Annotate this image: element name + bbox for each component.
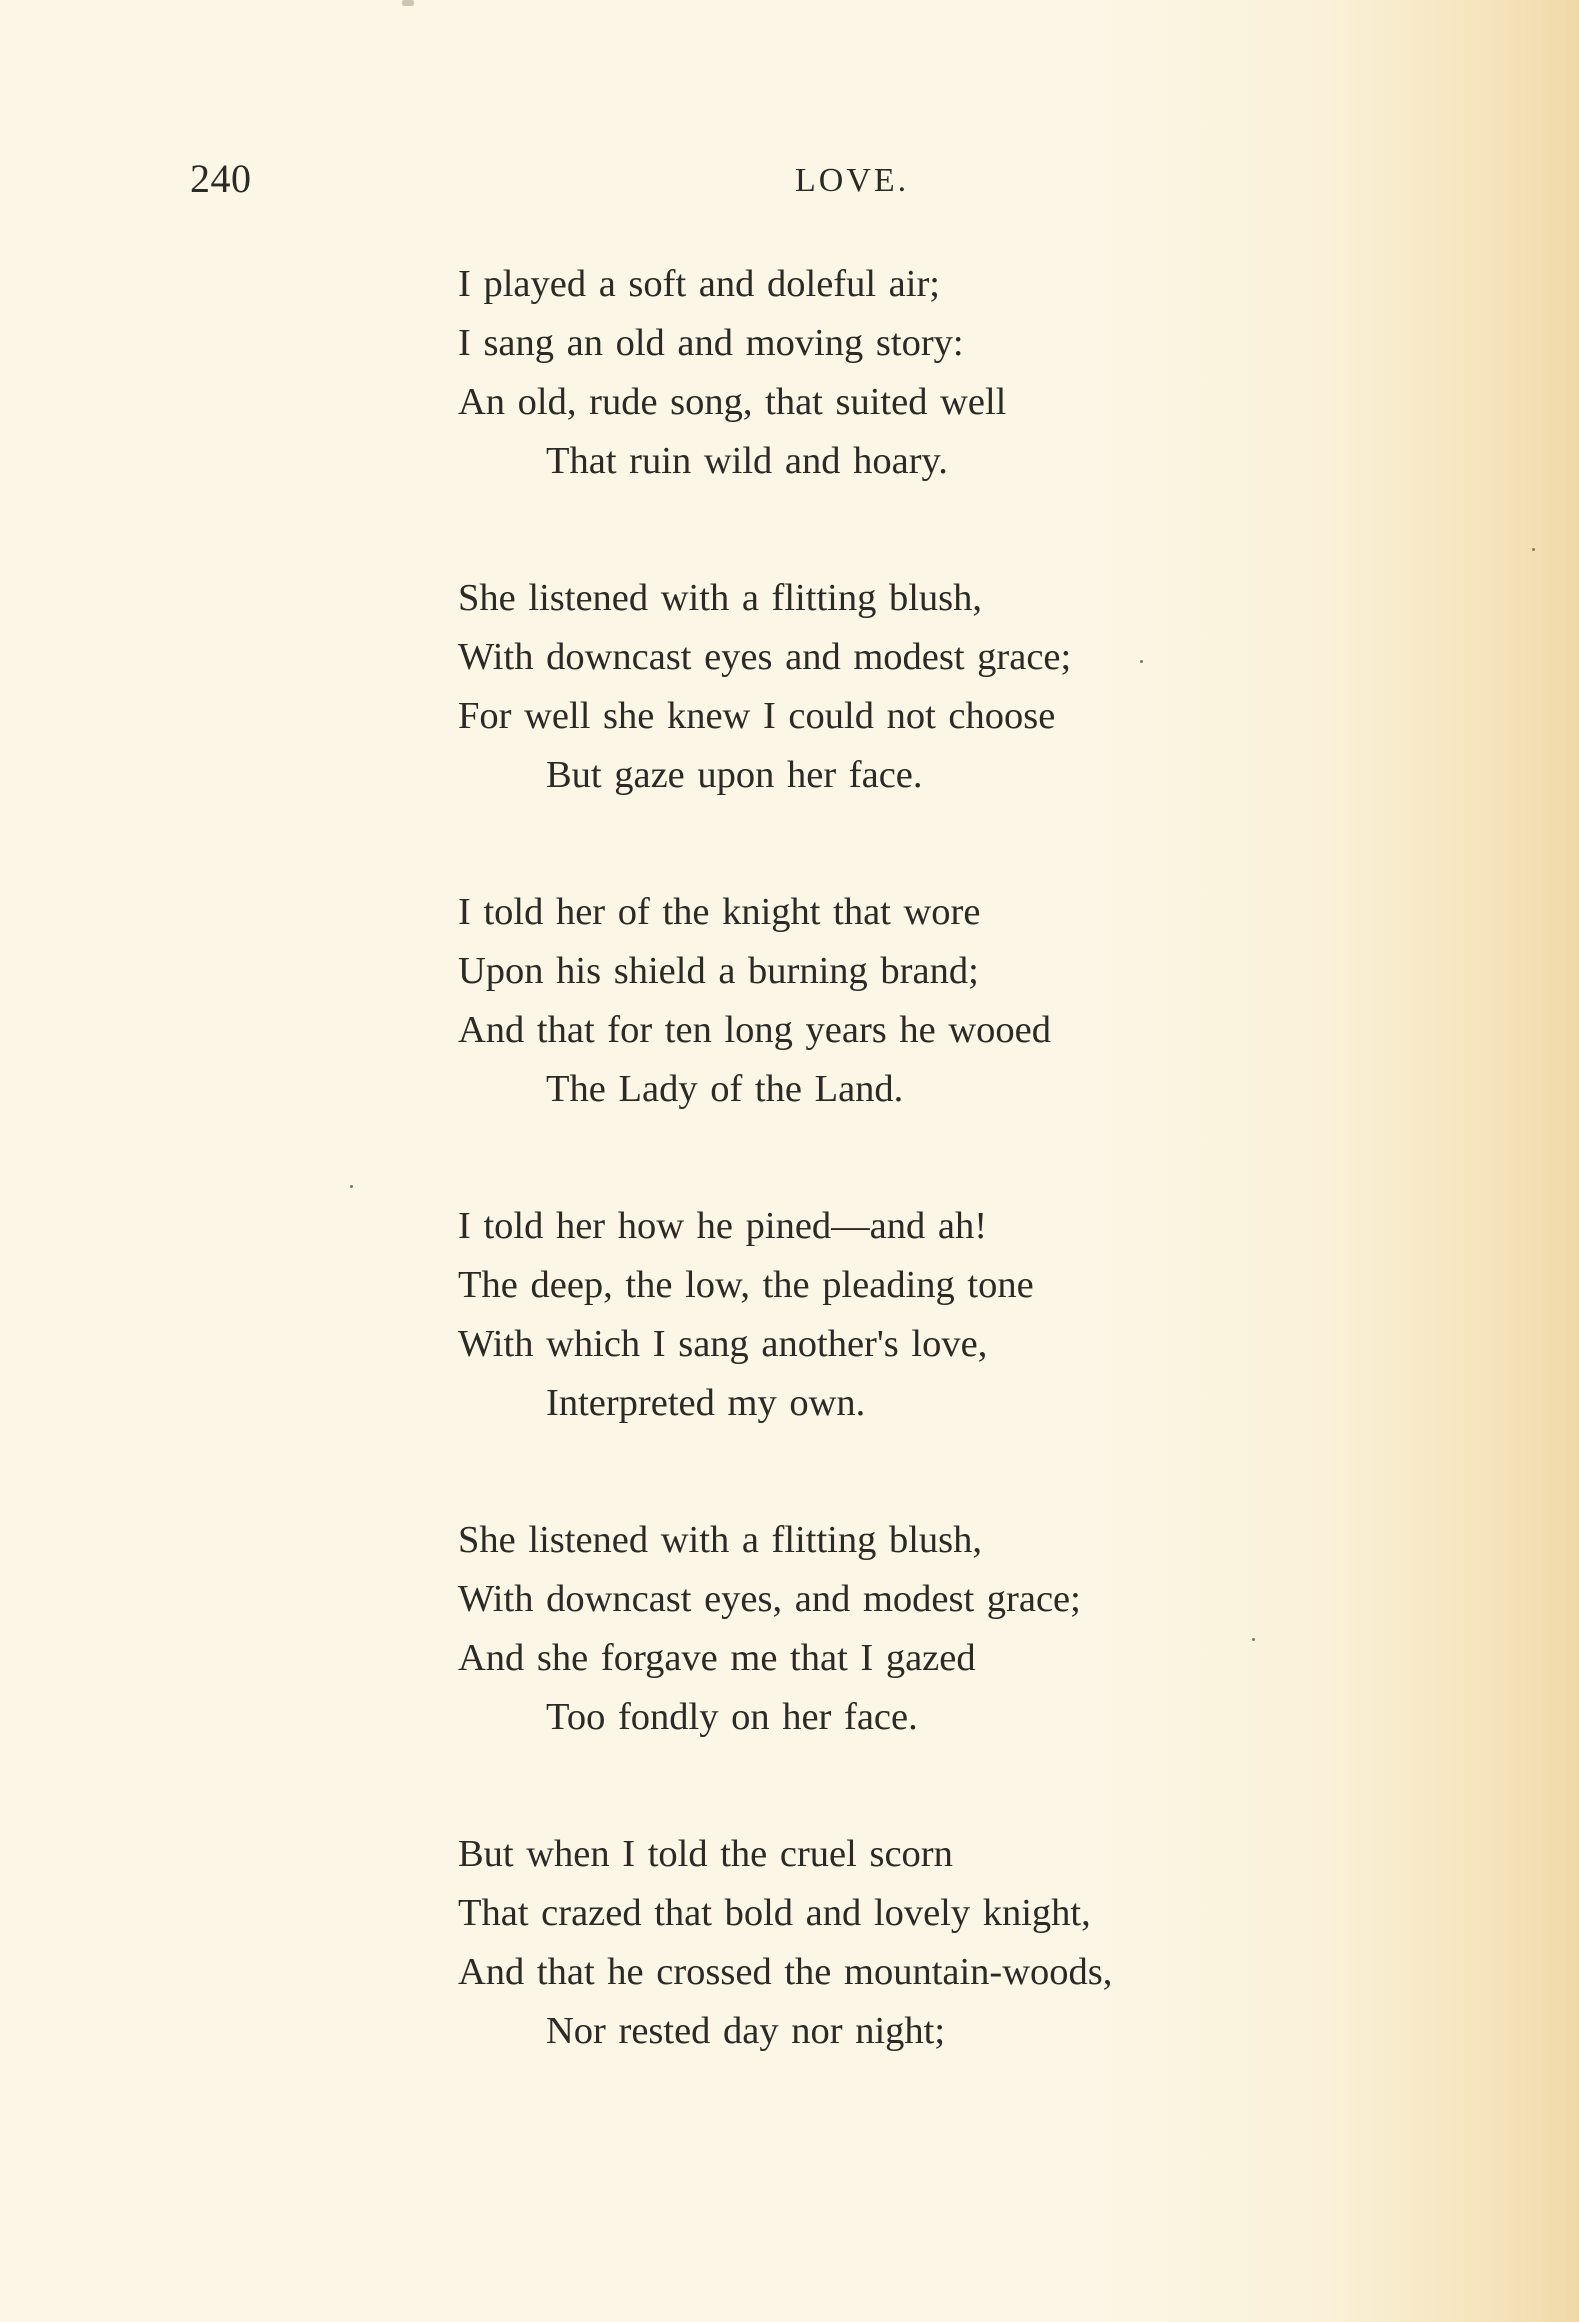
poem-line: Interpreted my own. <box>546 1382 866 1424</box>
paper-speck <box>350 1185 353 1188</box>
poem-line: Too fondly on her face. <box>546 1696 918 1738</box>
poem-line: Upon his shield a burning brand; <box>458 950 979 992</box>
page-number: 240 <box>190 156 252 201</box>
poem <box>458 255 1518 2139</box>
poem-line: With downcast eyes and modest grace; <box>458 636 1072 678</box>
poem-line: That crazed that bold and lovely knight, <box>458 1892 1091 1934</box>
stanza <box>458 569 1518 805</box>
poem-line: She listened with a flitting blush, <box>458 577 983 619</box>
poem-line: An old, rude song, that suited well <box>458 381 1007 423</box>
page-edge-mark <box>402 0 414 6</box>
stanza <box>458 1825 1518 2061</box>
poem-line: I told her of the knight that wore <box>458 891 981 933</box>
poem-line: I told her how he pined—and ah! <box>458 1205 988 1247</box>
stanza <box>458 1511 1518 1747</box>
poem-line: With which I sang another's love, <box>458 1323 988 1365</box>
paper-speck <box>1532 548 1535 551</box>
poem-line: Nor rested day nor night; <box>546 2010 946 2052</box>
poem-line: I played a soft and doleful air; <box>458 263 940 305</box>
poem-line: She listened with a flitting blush, <box>458 1519 983 1561</box>
poem-line: That ruin wild and hoary. <box>546 440 948 482</box>
paper-speck <box>1140 660 1143 663</box>
poem-line: With downcast eyes, and modest grace; <box>458 1578 1081 1620</box>
poem-line: And she forgave me that I gazed <box>458 1637 976 1679</box>
poem-line: The deep, the low, the pleading tone <box>458 1264 1034 1306</box>
stanza <box>458 1197 1518 1433</box>
stanza <box>458 255 1518 491</box>
running-title: LOVE. <box>795 162 910 199</box>
poem-line: And that for ten long years he wooed <box>458 1009 1051 1051</box>
paper-speck <box>1252 1638 1255 1641</box>
poem-line: And that he crossed the mountain-woods, <box>458 1951 1113 1993</box>
poem-line: I sang an old and moving story: <box>458 322 964 364</box>
poem-line: But when I told the cruel scorn <box>458 1833 953 1875</box>
poem-line: But gaze upon her face. <box>546 754 923 796</box>
poem-line: The Lady of the Land. <box>546 1068 904 1110</box>
poem-line: For well she knew I could not choose <box>458 695 1056 737</box>
stanza <box>458 883 1518 1119</box>
